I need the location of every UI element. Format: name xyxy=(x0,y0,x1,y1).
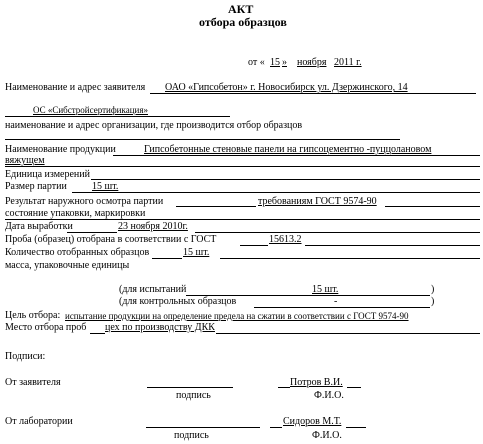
date-day: 15 xyxy=(270,57,280,68)
production-date-blank xyxy=(67,232,117,233)
sample-count-blank xyxy=(152,258,182,259)
date-year: 2011 г. xyxy=(334,57,362,68)
applicant-sign-caption: подпись xyxy=(176,390,211,401)
document-subtitle: отбора образцов xyxy=(199,15,287,29)
lab-name-caption: Ф.И.О. xyxy=(312,430,342,441)
lab-signature-line xyxy=(146,427,260,428)
product-underline-1 xyxy=(113,155,480,156)
organization-label: наименование и адрес организации, где производится отбор образцов xyxy=(5,120,303,131)
date-month: ноября xyxy=(297,57,327,68)
applicant-name-caption: Ф.И.О. xyxy=(314,390,344,401)
date-prefix: от « xyxy=(248,57,265,68)
inspection-blank xyxy=(176,206,256,207)
for-tests-close: ) xyxy=(431,284,435,295)
production-date-underline xyxy=(195,232,480,233)
for-control-underline xyxy=(254,307,430,308)
product-underline-2 xyxy=(5,166,480,167)
place-label: Место отбора проб xyxy=(5,322,87,333)
sample-gost-blank xyxy=(240,245,268,246)
organization-underline xyxy=(5,116,230,117)
unit-underline xyxy=(91,179,480,180)
inspection-underline xyxy=(385,206,480,207)
batch-label: Размер партии xyxy=(5,181,67,192)
sample-gost-underline xyxy=(305,245,480,246)
batch-value: 15 шт. xyxy=(92,181,119,192)
sample-count-label: Количество отобранных образцов xyxy=(5,247,150,258)
applicant-label: Наименование и адрес заявителя xyxy=(5,82,146,93)
sample-count-value: 15 шт. xyxy=(183,247,210,258)
applicant-signature-line xyxy=(147,387,233,388)
place-blank xyxy=(90,333,105,334)
inspection-value: требованиям ГОСТ 9574-90 xyxy=(258,196,377,207)
place-value: цех по производству ДКК xyxy=(105,322,215,333)
sample-gost-value: 15613.2 xyxy=(269,234,302,245)
lab-sign-caption: подпись xyxy=(174,430,209,441)
packaging-label: состояние упаковки, маркировки xyxy=(5,208,146,219)
packaging-underline xyxy=(5,219,480,220)
production-date-label: Дата выработки xyxy=(5,221,73,232)
signatures-heading: Подписи: xyxy=(5,351,46,362)
purpose-label: Цель отбора: xyxy=(5,310,61,321)
applicant-name-blank xyxy=(278,387,290,388)
mass-label: масса, упаковочные единицы xyxy=(5,260,130,271)
sample-count-underline xyxy=(220,258,480,259)
applicant-signature-label: От заявителя xyxy=(5,377,61,388)
lab-signature-label: От лаборатории xyxy=(5,416,73,427)
inspection-label: Результат наружного осмотра партии xyxy=(5,196,164,207)
date-quote-close: » xyxy=(282,57,287,68)
lab-signature-name: Сидоров М.Т. xyxy=(283,416,342,427)
applicant-underline xyxy=(150,93,476,94)
applicant-signature-name: Потров В.И. xyxy=(290,377,343,388)
for-control-label: (для контрольных образцов xyxy=(119,296,237,307)
lab-name-blank xyxy=(270,427,282,428)
for-tests-label: (для испытаний xyxy=(119,284,187,295)
place-underline xyxy=(216,333,480,334)
batch-underline xyxy=(72,192,480,193)
product-value-line1: Гипсобетонные стеновые панели на гипсоцементно -пуццолановом xyxy=(144,144,432,155)
lab-name-tail xyxy=(346,427,366,428)
applicant-name-tail xyxy=(347,387,361,388)
product-value-line2: вяжущем xyxy=(5,155,45,166)
organization-blank-line xyxy=(5,139,400,140)
sample-gost-label: Проба (образец) отобрана в соответствии с ГОСТ xyxy=(5,234,217,245)
production-date-value: 23 ноября 2010г. xyxy=(118,221,188,232)
document-title: АКТ xyxy=(228,2,254,16)
for-control-close: ) xyxy=(431,296,435,307)
purpose-value: испытание продукции на определение предела на сжатии в соответствии с ГОСТ 9574-90 xyxy=(65,311,409,321)
unit-label: Единица измерений xyxy=(5,169,90,180)
product-label: Наименование продукции xyxy=(5,144,116,155)
applicant-value: ОАО «Гипсобетон» г. Новосибирск ул. Дзержинского, 14 xyxy=(165,82,408,93)
for-control-value: - xyxy=(334,296,338,307)
for-tests-value: 15 шт. xyxy=(312,284,339,295)
organization-value: ОС «Сибстройсертификация» xyxy=(33,105,148,115)
